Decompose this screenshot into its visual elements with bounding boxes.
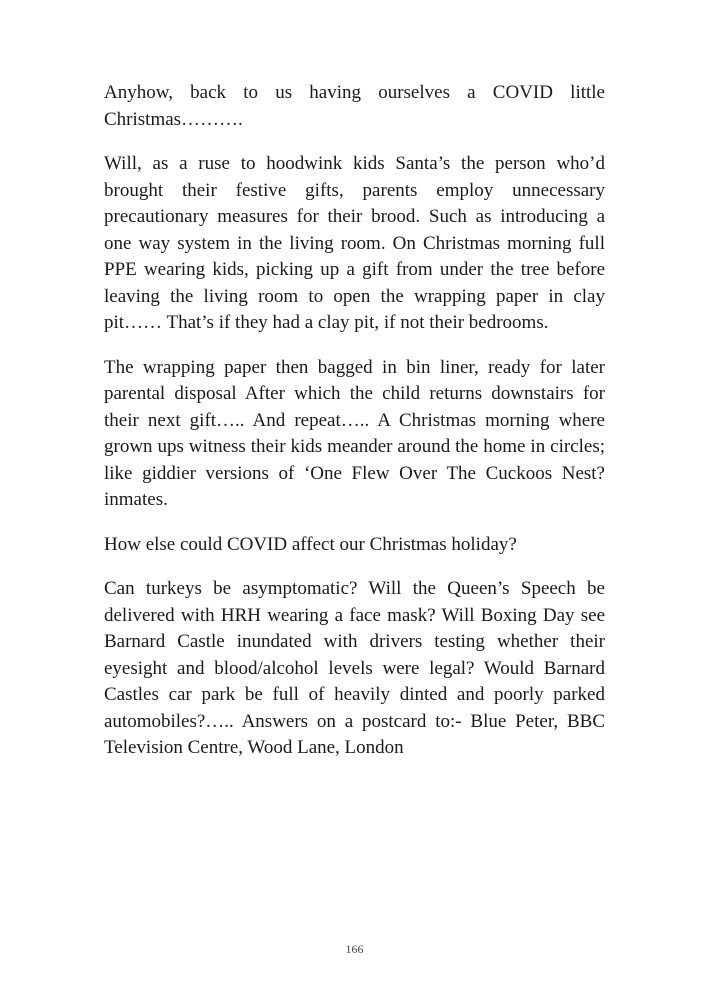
paragraph-5: Can turkeys be asymptomatic? Will the Queen’s Speech be delivered with HRH wearing a face mask? Will Boxing Day see Barnard Castle inundated with drivers testing whether their eyesight and blood/alcohol levels were legal? Would Barnard Castles car park be full of heavily dinted and poorly parked automobiles?….. Answers on a postcard to:- Blue Peter, BBC Television Centre, Wood Lane, London bbox=[104, 578, 605, 758]
page-body bbox=[104, 80, 605, 780]
paragraph-1: Anyhow, back to us having ourselves a COVID little Christmas………. bbox=[104, 82, 605, 130]
paragraph-2: Will, as a ruse to hoodwink kids Santa’s the person who’d brought their festive gifts, parents employ unnecessary precautionary measures for their brood. Such as introducing a one way system in the living room. On Christmas morning full PPE wearing kids, picking up a gift from under the tree before leaving the living room to open the wrapping paper in clay pit…… That’s if they had a clay pit, if not their bedrooms. bbox=[104, 153, 605, 333]
page-number: 166 bbox=[345, 942, 364, 956]
paragraph-3: The wrapping paper then bagged in bin liner, ready for later parental disposal After which the child returns downstairs for their next gift….. And repeat….. A Christmas morning where grown ups witness their kids meander around the home in circles; like giddier versions of ‘One Flew Over The Cuckoos Nest? inmates. bbox=[104, 356, 605, 510]
paragraph-4: How else could COVID affect our Christmas holiday? bbox=[104, 533, 517, 555]
